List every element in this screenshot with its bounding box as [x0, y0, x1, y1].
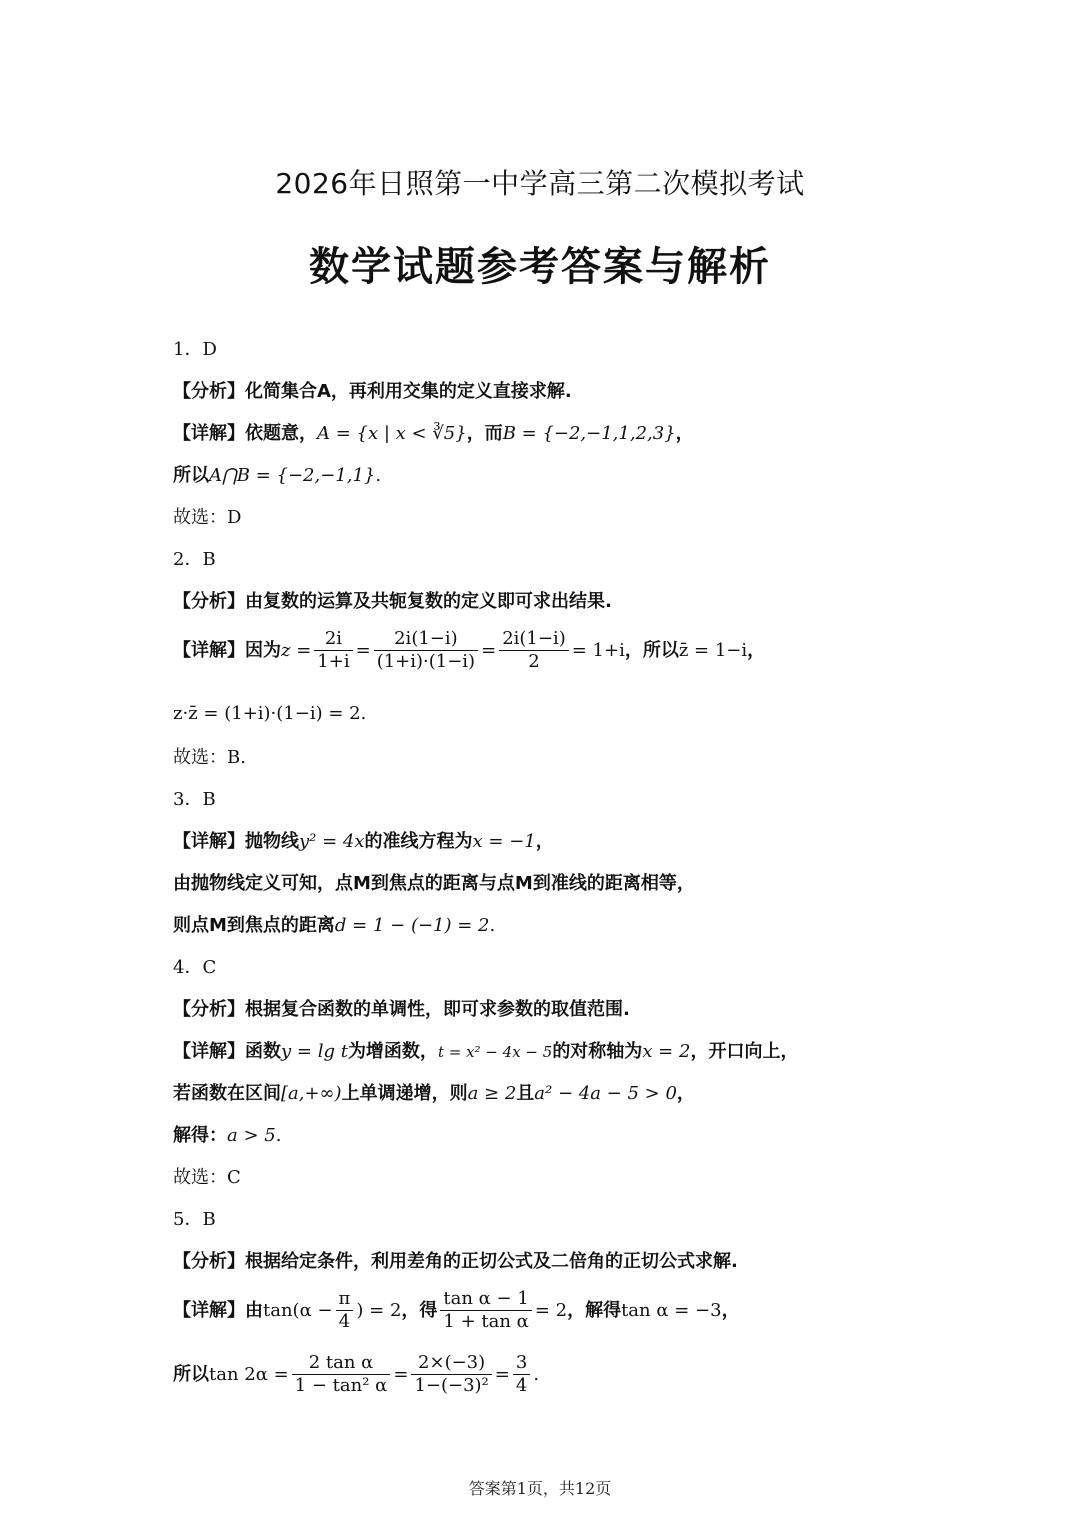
q4-analysis-text: 根据复合函数的单调性，即可求参数的取值范围.: [245, 999, 630, 1020]
q4-detail-mid2: 的对称轴为: [552, 1041, 643, 1062]
q4-line3-prefix: 解得：: [173, 1125, 227, 1146]
q3-line3: [173, 912, 495, 940]
page-title: 2026年日照第一中学高三第二次模拟考试: [275, 167, 805, 200]
q1-conclusion: 故选：D: [173, 507, 242, 528]
q4-analysis: [173, 996, 630, 1024]
q3-eq2: x = −1: [472, 831, 536, 852]
q2-conclusion: 故选：B.: [173, 747, 246, 768]
q4-eq3: x = 2: [642, 1041, 691, 1062]
q5-tan-expr-b: ) = 2: [356, 1299, 402, 1321]
q4-cond1: a ≥ 2: [467, 1083, 517, 1104]
q3-line2: 由抛物线定义可知，点M到焦点的距离与点M到准线的距离相等，: [173, 873, 695, 894]
q1-detail-prefix: 依题意，: [245, 423, 317, 444]
q2-detail-prefix: 因为: [245, 639, 281, 661]
q4-detail: [173, 1038, 798, 1066]
q5-detail-mid1: ，得: [401, 1299, 438, 1321]
q4-line3-expr: a > 5: [227, 1125, 276, 1146]
q2-frac-3-num: 2i(1−i): [499, 628, 569, 651]
q2-answer: 2．B: [173, 549, 216, 570]
q2-frac-3-den: 2: [528, 651, 540, 672]
q5-g2: [411, 1352, 491, 1397]
q3-detail-tail: ，: [535, 831, 554, 852]
q2-detail-mid: ，所以: [624, 639, 679, 661]
q4-line3-tail: .: [275, 1125, 282, 1146]
q2-result: = 1+i: [571, 639, 625, 661]
q5-answer: 5．B: [173, 1209, 216, 1230]
q3-detail: [173, 828, 554, 856]
q4-cond2: a² − 4a − 5 > 0: [534, 1083, 677, 1104]
q4-interval: [a,+∞): [281, 1083, 342, 1104]
q5-lhs: tan 2α =: [209, 1363, 289, 1385]
q5-g1-num: 2 tan α: [292, 1352, 391, 1375]
q5-detail-prefix: 由: [245, 1299, 263, 1321]
q4-detail-tail: ，开口向上，: [690, 1041, 799, 1062]
q5-g2-den: 1−(−3)²: [414, 1375, 489, 1396]
q4-line2-prefix: 若函数在区间: [173, 1083, 281, 1104]
q3-line3-prefix: 则点M到焦点的距离: [173, 915, 335, 936]
q4-line2: [173, 1080, 695, 1108]
q2-analysis-text: 由复数的运算及共轭复数的定义即可求出结果.: [245, 591, 612, 612]
detail-tag: 【详解】: [173, 639, 245, 661]
q5-g3: [513, 1352, 530, 1397]
q5-line2-tail: .: [533, 1363, 540, 1385]
q1-line2-prefix: 所以: [173, 465, 209, 486]
q5-analysis-text: 根据给定条件，利用差角的正切公式及二倍角的正切公式求解.: [245, 1251, 738, 1272]
q4-conclusion: 故选：C: [173, 1167, 241, 1188]
q5-g2-num: 2×(−3): [411, 1352, 491, 1375]
q2-frac-2: [374, 628, 478, 673]
q2-z-eq: z =: [281, 639, 312, 661]
q1-analysis-text: 化简集合A，再利用交集的定义直接求解.: [245, 381, 572, 402]
detail-tag: 【详解】: [173, 423, 245, 444]
q2-detail-tail: ，: [747, 639, 766, 661]
q5-line2-prefix: 所以: [173, 1363, 209, 1385]
q1-set-b: B = {−2,−1,1,2,3}: [502, 423, 676, 444]
q2-line2: z·z̄ = (1+i)·(1−i) = 2.: [173, 703, 367, 724]
analysis-tag: 【分析】: [173, 1251, 245, 1272]
q1-detail: [173, 420, 694, 448]
q5-eq2: = 2: [534, 1299, 568, 1321]
q3-detail-prefix: 抛物线: [245, 831, 299, 852]
q1-detail-mid: ，而: [466, 423, 503, 444]
q5-eq3: tan α = −3: [621, 1299, 722, 1321]
q4-line2-mid: 上单调递增，则: [341, 1083, 468, 1104]
q5-g1-den: 1 − tan² α: [294, 1375, 388, 1396]
analysis-tag: 【分析】: [173, 999, 245, 1020]
q1-answer: 1．D: [173, 339, 217, 360]
q3-detail-mid: 的准线方程为: [364, 831, 473, 852]
q5-pi-frac: [336, 1288, 354, 1333]
q4-eq1: y = lg t: [281, 1041, 348, 1062]
detail-tag: 【详解】: [173, 1041, 245, 1062]
detail-tag: 【详解】: [173, 1299, 245, 1321]
page-footer: 答案第1页，共12页: [468, 1479, 612, 1498]
q4-eq2: t = x² − 4x − 5: [437, 1043, 553, 1061]
q5-frac-num: tan α − 1: [440, 1288, 531, 1311]
q1-line2-expr: A⋂B = {−2,−1,1}: [209, 465, 376, 486]
q5-analysis: [173, 1248, 738, 1276]
q5-g3-den: 4: [515, 1375, 528, 1396]
q2-frac-2-den: (1+i)·(1−i): [376, 651, 476, 672]
q5-g3-num: 3: [513, 1352, 530, 1375]
q2-frac-1: [314, 628, 352, 673]
q5-detail-mid2: ，解得: [567, 1299, 622, 1321]
q5-frac-den: 1 + tan α: [443, 1311, 529, 1332]
detail-tag: 【详解】: [173, 831, 245, 852]
q1-analysis: [173, 378, 572, 406]
q3-line3-tail: .: [489, 915, 496, 936]
q5-detail: [173, 1288, 740, 1333]
q4-detail-prefix: 函数: [245, 1041, 281, 1062]
q2-detail: 【详解】 因为 z = $\frac{2i}{1+i}$ = $\frac{2i(1-i)}{(1+i)\cdot(1-i)}$ = $\frac{2i(1-i)}{2}$ = 1+i ，所以 z̄ = 1−i ，: [173, 628, 766, 672]
analysis-tag: 【分析】: [173, 381, 245, 402]
q1-set-a: A = {x | x < ∛5}: [317, 423, 467, 444]
q4-line2-tail: ，: [676, 1083, 695, 1104]
q1-detail-tail: ，: [675, 423, 694, 444]
q4-detail-mid1: 为增函数，: [347, 1041, 438, 1062]
q1-line2-tail: .: [375, 465, 382, 486]
q4-answer: 4．C: [173, 957, 217, 978]
q5-tan-expr-a: tan(α −: [263, 1299, 333, 1321]
q5-detail-tail: ，: [721, 1299, 740, 1321]
q5-g1: [292, 1352, 391, 1397]
q2-conj: z̄ = 1−i: [678, 639, 748, 661]
q4-line3: [173, 1122, 281, 1150]
q2-frac-1-den: 1+i: [317, 651, 350, 672]
page-subtitle: 数学试题参考答案与解析: [309, 244, 771, 290]
q5-frac: [440, 1288, 531, 1333]
q5-pi-den: 4: [338, 1311, 351, 1332]
q2-frac-2-num: 2i(1−i): [374, 628, 478, 651]
q5-pi-num: π: [336, 1288, 354, 1311]
q1-line2: [173, 462, 381, 490]
q2-frac-1-num: 2i: [314, 628, 352, 651]
q5-line2: 所以 tan 2α = $\frac{\text{2 tan α}}{\text{1 − tan² α}}$ = $\frac{2\times(-3)}{\text{1−(−3)²}}$ = $\frac{3}{4}$ .: [173, 1352, 540, 1396]
q2-analysis: [173, 588, 612, 616]
q2-frac-3: [499, 628, 569, 673]
q3-answer: 3．B: [173, 789, 216, 810]
analysis-tag: 【分析】: [173, 591, 245, 612]
q3-eq1: y² = 4x: [299, 831, 365, 852]
q4-line2-and: 且: [516, 1083, 535, 1104]
q3-line3-expr: d = 1 − (−1) = 2: [334, 915, 490, 936]
